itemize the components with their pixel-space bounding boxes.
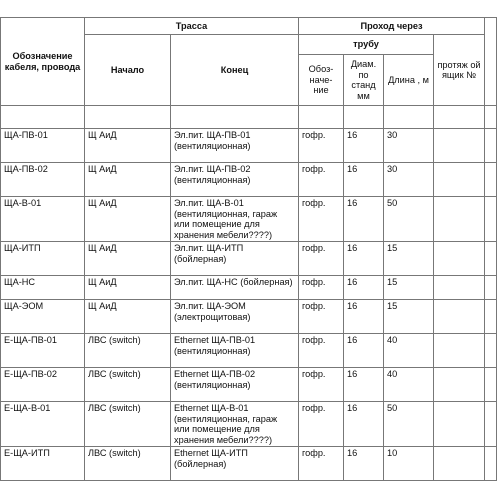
cell-end: Эл.пит. ЩА-В-01 (вентиляционная, гараж или помещение для хранения мебели????) <box>171 197 299 242</box>
cell-start: Щ АиД <box>85 129 171 163</box>
cell-end: Ethernet ЩА-В-01 (вентиляционная, гараж или помещение для хранения мебели????) <box>171 402 299 447</box>
cell-diameter: 16 <box>344 300 384 334</box>
table-row <box>1 242 497 276</box>
cell-designation: Е-ЩА-ПВ-01 <box>1 334 85 368</box>
table-row <box>1 163 497 197</box>
cell-extra <box>485 368 497 402</box>
cell-designation: ЩА-ПВ-01 <box>1 129 85 163</box>
cell-extra <box>485 242 497 276</box>
header-pipe-designation: Обоз-наче-ние <box>299 55 344 106</box>
cell-box <box>434 242 485 276</box>
header-start: Начало <box>85 35 171 106</box>
cell-diameter: 16 <box>344 163 384 197</box>
cell-box <box>434 197 485 242</box>
cell-extra <box>485 402 497 447</box>
cell-box <box>434 447 485 481</box>
cell-start: ЛВС (switch) <box>85 402 171 447</box>
cell-pipe: гофр. <box>299 334 344 368</box>
cell-box <box>434 334 485 368</box>
cell-start: ЛВС (switch) <box>85 368 171 402</box>
cell-diameter: 16 <box>344 334 384 368</box>
header-box: протяж ой ящик № <box>434 35 485 106</box>
table-row <box>1 300 497 334</box>
cell-end: Ethernet ЩА-ПВ-02 (вентиляционная) <box>171 368 299 402</box>
cell-end: Эл.пит. ЩА-НС (бойлерная) <box>171 276 299 300</box>
cell-box <box>434 163 485 197</box>
header-designation: Обозначение кабеля, провода <box>1 18 85 106</box>
cell-start: Щ АиД <box>85 300 171 334</box>
cell-diameter: 16 <box>344 368 384 402</box>
cell-start: Щ АиД <box>85 276 171 300</box>
cell-length: 40 <box>384 334 434 368</box>
cell-extra <box>485 334 497 368</box>
cell-diameter: 16 <box>344 276 384 300</box>
table-body <box>1 106 497 481</box>
table-row <box>1 129 497 163</box>
cell-end: Эл.пит. ЩА-ПВ-02 (вентиляционная) <box>171 163 299 197</box>
cell-extra <box>485 300 497 334</box>
header-pipe-diameter: Диам. по станд мм <box>344 55 384 106</box>
header-end: Конец <box>171 35 299 106</box>
cell-box <box>434 402 485 447</box>
cell-length: 15 <box>384 276 434 300</box>
cell-end: Эл.пит. ЩА-ЭОМ (электрощитовая) <box>171 300 299 334</box>
cell-diameter: 16 <box>344 402 384 447</box>
table-spacer-row <box>1 106 497 129</box>
cell-extra <box>485 129 497 163</box>
cell-start: ЛВС (switch) <box>85 334 171 368</box>
table-row <box>1 402 497 447</box>
cell-pipe: гофр. <box>299 368 344 402</box>
header-extra <box>485 18 497 106</box>
cell-length: 15 <box>384 300 434 334</box>
cell-end: Ethernet ЩА-ИТП (бойлерная) <box>171 447 299 481</box>
cell-length: 15 <box>384 242 434 276</box>
cell-end: Эл.пит. ЩА-ИТП (бойлерная) <box>171 242 299 276</box>
cell-pipe: гофр. <box>299 447 344 481</box>
cell-pipe: гофр. <box>299 129 344 163</box>
cell-diameter: 16 <box>344 242 384 276</box>
cell-diameter: 16 <box>344 129 384 163</box>
cell-pipe: гофр. <box>299 402 344 447</box>
cell-designation: Е-ЩА-В-01 <box>1 402 85 447</box>
cell-length: 50 <box>384 197 434 242</box>
cell-designation: ЩА-НС <box>1 276 85 300</box>
cell-start: Щ АиД <box>85 197 171 242</box>
cell-extra <box>485 163 497 197</box>
table-row <box>1 197 497 242</box>
cell-length: 40 <box>384 368 434 402</box>
cell-pipe: гофр. <box>299 242 344 276</box>
header-passage: Проход через <box>299 18 485 35</box>
cell-end: Ethernet ЩА-ПВ-01 (вентиляционная) <box>171 334 299 368</box>
cell-pipe: гофр. <box>299 276 344 300</box>
cell-length: 50 <box>384 402 434 447</box>
table-row <box>1 447 497 481</box>
cell-designation: ЩА-В-01 <box>1 197 85 242</box>
cell-designation: Е-ЩА-ИТП <box>1 447 85 481</box>
cell-designation: ЩА-ИТП <box>1 242 85 276</box>
cell-extra <box>485 276 497 300</box>
header-pipe-length: Длина , м <box>384 55 434 106</box>
cell-box <box>434 300 485 334</box>
cable-journal-table <box>0 17 497 481</box>
cell-start: ЛВС (switch) <box>85 447 171 481</box>
cell-length: 30 <box>384 163 434 197</box>
header-pipe: трубу <box>299 35 434 55</box>
table-row <box>1 276 497 300</box>
cell-length: 30 <box>384 129 434 163</box>
cell-designation: ЩА-ПВ-02 <box>1 163 85 197</box>
table-row <box>1 368 497 402</box>
cell-box <box>434 368 485 402</box>
cell-diameter: 16 <box>344 447 384 481</box>
cell-designation: Е-ЩА-ПВ-02 <box>1 368 85 402</box>
table-row <box>1 334 497 368</box>
cell-start: Щ АиД <box>85 242 171 276</box>
cell-pipe: гофр. <box>299 300 344 334</box>
cell-extra <box>485 197 497 242</box>
cell-start: Щ АиД <box>85 163 171 197</box>
cell-box <box>434 276 485 300</box>
cell-extra <box>485 447 497 481</box>
cell-box <box>434 129 485 163</box>
cell-pipe: гофр. <box>299 197 344 242</box>
header-route: Трасса <box>85 18 299 35</box>
cell-end: Эл.пит. ЩА-ПВ-01 (вентиляционная) <box>171 129 299 163</box>
cell-diameter: 16 <box>344 197 384 242</box>
cell-designation: ЩА-ЭОМ <box>1 300 85 334</box>
cell-length: 10 <box>384 447 434 481</box>
cell-pipe: гофр. <box>299 163 344 197</box>
